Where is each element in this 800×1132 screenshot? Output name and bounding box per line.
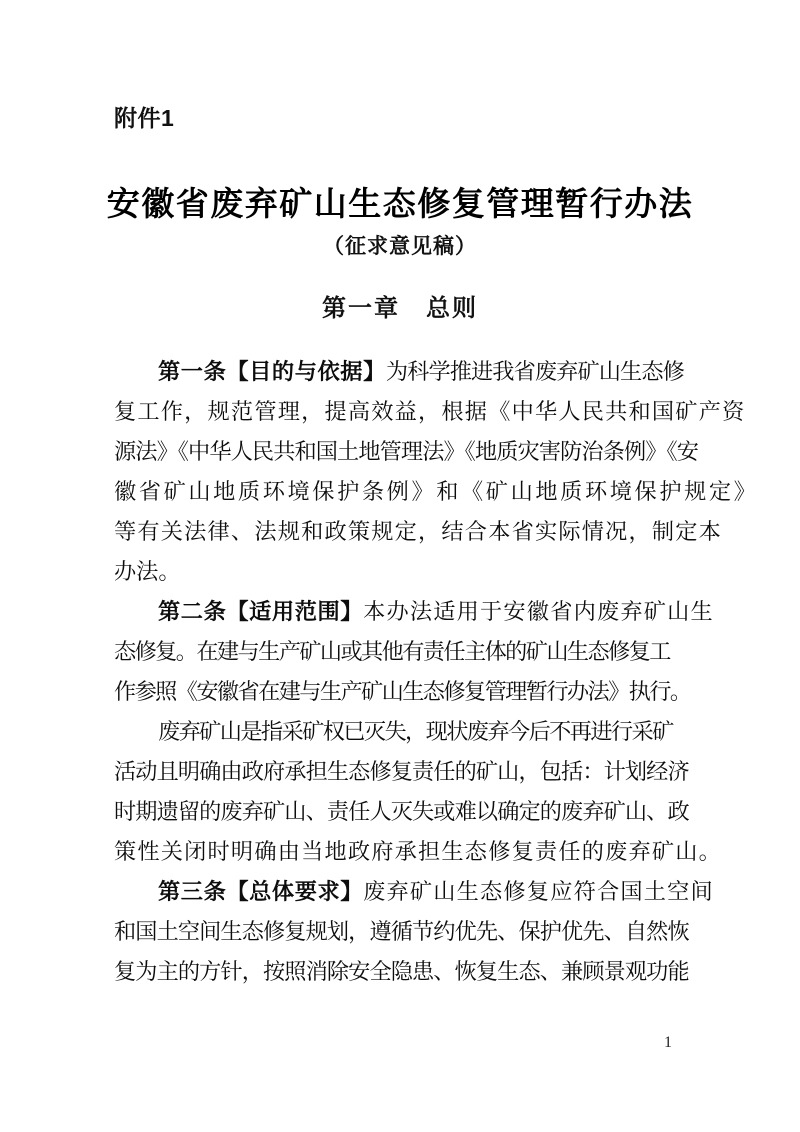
article-2-sub-line-3: 时期遗留的废弃矿山、责任人灭失或难以确定的废弃矿山、政	[114, 799, 689, 825]
document-subtitle: （征求意见稿）	[323, 233, 477, 258]
article-3-line-3: 复为主的方针，按照消除安全隐患、恢复生态、兼顾景观功能	[114, 959, 689, 985]
article-2-line-1	[114, 592, 714, 632]
article-2-line-2: 态修复。在建与生产矿山或其他有责任主体的矿山生态修复工	[114, 639, 670, 665]
article-1-line-5: 等有关法律、法规和政策规定，结合本省实际情况，制定本	[114, 519, 723, 545]
article-1-line-3: 源法》《中华人民共和国土地管理法》《地质灾害防治条例》《安	[114, 439, 699, 465]
article-2-sub-line-1: 废弃矿山是指采矿权已灭失，现状废弃今后不再进行采矿	[158, 719, 673, 745]
article-2-text-1: 本办法适用于安徽省内废弃矿山生	[363, 599, 714, 625]
article-3-line-1	[114, 872, 714, 912]
article-1-line-1	[114, 352, 690, 392]
article-2-lead: 第二条【适用范围】	[158, 599, 364, 625]
document-body	[114, 352, 759, 992]
article-2-sub-line-2: 活动且明确由政府承担生态修复责任的矿山，包括：计划经济	[114, 759, 689, 785]
article-1-line-2: 复工作，规范管理，提高效益，根据《中华人民共和国矿产资	[114, 399, 746, 425]
article-1-line-4: 徽省矿山地质环境保护条例》和《矿山地质环境保护规定》	[114, 479, 759, 505]
article-2-sub-line-4: 策性关闭时明确由当地政府承担生态修复责任的废弃矿山。	[114, 839, 723, 865]
article-3-line-2: 和国土空间生态修复规划，遵循节约优先、保护优先、自然恢	[114, 919, 689, 945]
article-3-lead: 第三条【总体要求】	[158, 879, 364, 905]
article-1-text-1: 为科学推进我省废弃矿山生态修	[385, 359, 684, 385]
page-number: 1	[664, 1034, 672, 1051]
chapter-heading: 第一章 总则	[322, 293, 478, 322]
page-title: 安徽省废弃矿山生态修复管理暂行办法	[106, 187, 694, 223]
article-2-line-3: 作参照《安徽省在建与生产矿山生态修复管理暂行办法》执行。	[114, 679, 691, 705]
article-1-line-6: 办法。	[114, 559, 181, 585]
article-1-lead: 第一条【目的与依据】	[158, 359, 386, 385]
article-3-text-1: 废弃矿山生态修复应符合国土空间	[363, 879, 714, 905]
attachment-label: 附件1	[114, 105, 175, 131]
